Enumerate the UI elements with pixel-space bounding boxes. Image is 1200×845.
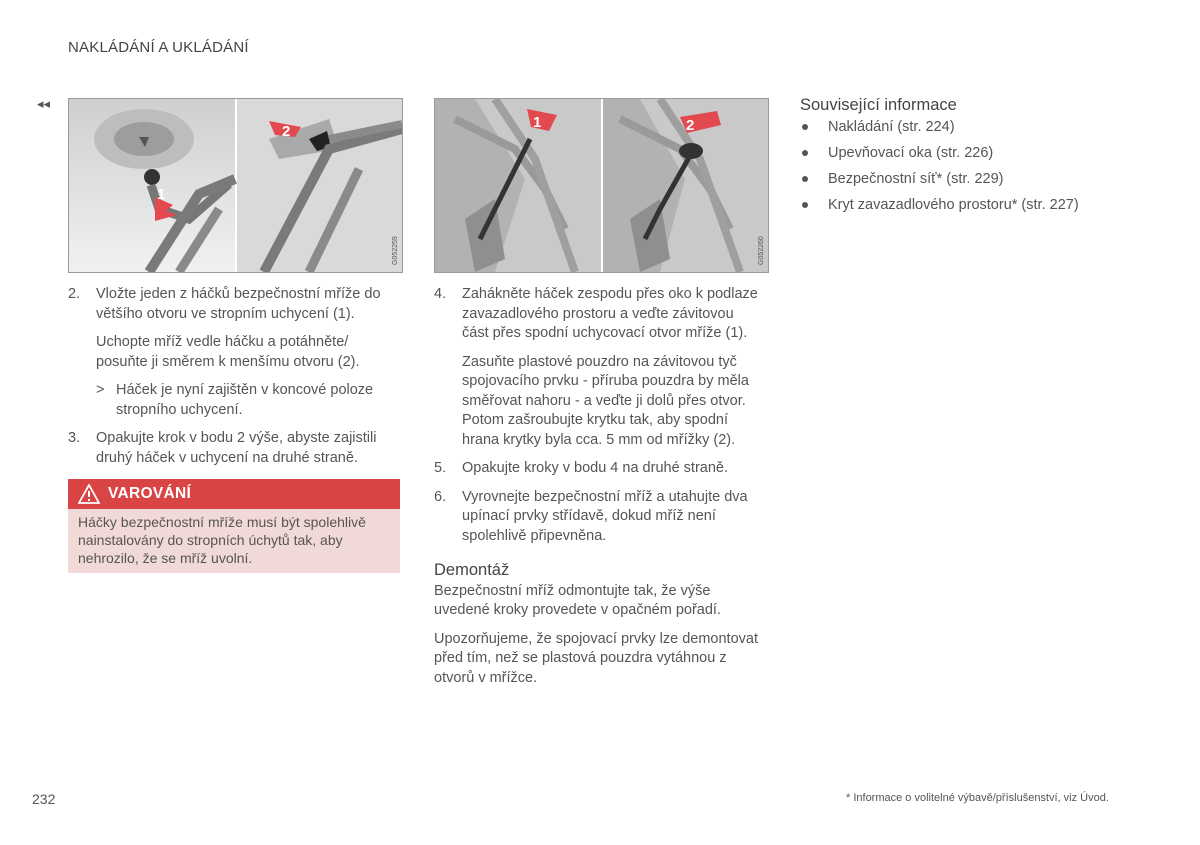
warning-box	[68, 479, 400, 573]
step-4-extra: Zasuňte plastové pouzdro na závitovou tyč spojovacího prvku - příruba pouzdra by měla směřovat nahoru - a veďte ji dolů přes otvor. Potom zašroubujte krytku tak, aby spodní hrana krytky byla cca. 5 mm od mřížky (2).	[462, 353, 749, 448]
figure-left-code: G052259	[392, 236, 399, 265]
result-marker: >	[96, 382, 105, 398]
back-arrows-icon[interactable]: ◂◂	[37, 96, 51, 111]
related-link-item[interactable]	[800, 170, 1140, 190]
step-4	[434, 285, 764, 344]
step-5	[434, 459, 764, 479]
warning-header	[68, 479, 400, 509]
callout-1-right: 1	[533, 114, 542, 131]
related-link-text[interactable]: Nakládání (str. 224)	[828, 118, 955, 135]
step-text: Opakujte krok v bodu 2 výše, abyste zajistili druhý háček v uchycení na druhé straně.	[96, 430, 377, 466]
warning-title: VAROVÁNÍ	[108, 485, 192, 502]
demontaz-heading: Demontáž	[434, 561, 510, 579]
warning-text: Háčky bezpečnostní mříže musí být spolehlivě nainstalovány do stropních úchytů tak, aby nehrozilo, že se mříž uvolní.	[78, 514, 366, 566]
related-link-text[interactable]: Bezpečnostní síť* (str. 229)	[828, 170, 1004, 187]
step-2	[68, 285, 398, 324]
related-link-item[interactable]	[800, 144, 1140, 164]
step-text: Opakujte kroky v bodu 4 na druhé straně.	[462, 460, 728, 476]
page-number: 232	[32, 791, 56, 807]
related-info-list	[800, 118, 1140, 216]
step-2-extra: Uchopte mříž vedle háčku a potáhněte/ posuňte ji směrem k menšímu otvoru (2).	[96, 334, 360, 370]
figure-right	[434, 98, 769, 273]
bullet-icon	[802, 150, 808, 156]
related-info	[800, 96, 1140, 222]
callout-2-right: 2	[686, 117, 695, 134]
bullet-icon	[802, 124, 808, 130]
step-number: 6.	[434, 488, 447, 505]
floor-mount-illustration	[435, 99, 768, 272]
figure-right-code: G052260	[758, 236, 765, 265]
step-number: 3.	[68, 430, 81, 446]
step-number: 5.	[434, 460, 447, 476]
step-6	[434, 488, 764, 547]
ceiling-mount-illustration	[69, 99, 402, 272]
page-header: NAKLÁDÁNÍ A UKLÁDÁNÍ	[68, 39, 249, 56]
related-link-item[interactable]	[800, 196, 1140, 216]
demontaz-paragraph-1: Bezpečnostní mříž odmontujte tak, že výše uvedené kroky provedete v opačném pořadí.	[434, 582, 721, 618]
step-text: Zahákněte háček zespodu přes oko k podlaze zavazadlového prostoru a veďte závitovou část přes spodní uchycovací otvor mříže (1).	[462, 286, 758, 341]
step-text: Vyrovnejte bezpečnostní mříž a utahujte dva upínací prvky střídavě, dokud mříž není spolehlivě připevněna.	[462, 488, 748, 544]
step-number: 4.	[434, 286, 447, 302]
bullet-icon	[802, 202, 808, 208]
footnote: * Informace o volitelné výbavě/příslušenství, viz Úvod.	[846, 792, 1109, 804]
step-text: Vložte jeden z háčků bezpečnostní mříže do většího otvoru ve stropním uchycení (1).	[96, 286, 381, 322]
related-info-heading: Související informace	[800, 96, 957, 114]
related-link-text[interactable]: Upevňovací oka (str. 226)	[828, 144, 994, 161]
figure-left	[68, 98, 403, 273]
middle-column	[434, 285, 764, 688]
left-column	[68, 285, 398, 477]
bullet-icon	[802, 176, 808, 182]
demontaz-paragraph-2: Upozorňujeme, že spojovací prvky lze demontovat před tím, než se plastová pouzdra vytáhnou z otvorů v mřížce.	[434, 630, 758, 686]
callout-1-left: 1	[157, 186, 166, 203]
step-2-result	[68, 381, 398, 420]
related-link-text[interactable]: Kryt zavazadlového prostoru* (str. 227)	[828, 196, 1079, 213]
warning-triangle-icon	[78, 484, 100, 504]
step-number: 2.	[68, 286, 81, 302]
result-text: Háček je nyní zajištěn v koncové poloze stropního uchycení.	[116, 382, 374, 418]
step-3	[68, 429, 398, 468]
related-link-item[interactable]	[800, 118, 1140, 138]
callout-2-left: 2	[282, 123, 291, 140]
